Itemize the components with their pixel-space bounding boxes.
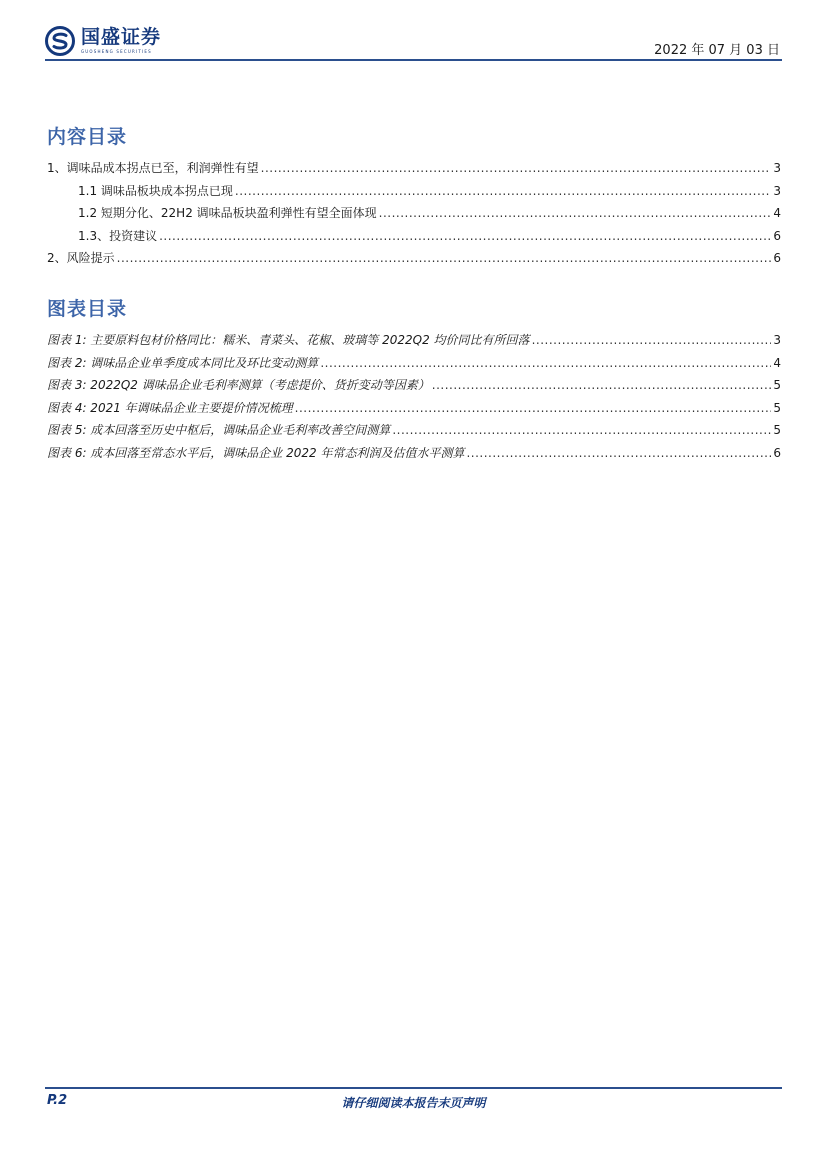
toc-leader [235,180,771,203]
figure-entry[interactable] [47,397,781,420]
figure-entry-page: 3 [773,333,781,347]
figure-entry-text: 图表 4: 2021 年调味品企业主要提价情况梳理 [47,400,293,415]
toc-entry-page: 3 [773,161,781,175]
contents-title: 内容目录 [47,126,128,148]
toc-leader [117,247,772,270]
footer-divider [45,1087,782,1089]
toc-leader [320,352,771,375]
toc-leader [466,442,771,465]
logo-text: 国盛证券 [81,26,162,48]
company-logo [45,26,161,56]
figure-entry-text: 图表 6: 成本回落至常态水平后，调味品企业 2022 年常态利润及估值水平测算 [47,445,465,460]
toc-entry-page: 6 [773,251,781,265]
toc-entry-text: 1.1 调味品板块成本拐点已现 [78,183,233,198]
figure-entry[interactable] [47,352,781,375]
toc-entry-page: 6 [773,228,781,243]
page-header [45,24,782,64]
toc-entry[interactable] [47,202,781,225]
toc-leader [261,157,772,180]
toc-entry[interactable] [47,157,781,180]
toc-entry[interactable] [47,180,781,203]
figure-entry-page: 5 [773,423,781,437]
figure-entry-page: 5 [773,400,781,415]
toc-leader [295,397,772,420]
disclaimer-note: 请仔细阅读本报告末页声明 [341,1096,486,1110]
logo-mark-icon [45,26,75,56]
toc-entry[interactable] [47,225,781,248]
figure-entry[interactable] [47,374,781,397]
toc-entry-text: 1.3、投资建议 [78,228,158,243]
figure-entry[interactable] [47,442,781,465]
toc-entry[interactable] [47,247,781,270]
figure-entry-page: 6 [773,445,781,460]
contents-list [47,157,781,270]
toc-entry-page: 4 [773,206,781,220]
toc-entry-text: 1.2 短期分化、22H2 调味品板块盈利弹性有望全面体现 [78,206,377,220]
logo-subtext: GUOSHENG SECURITIES [81,49,152,54]
figures-title: 图表目录 [47,298,128,320]
toc-entry-text: 1、调味品成本拐点已至，利润弹性有望 [47,161,259,175]
toc-leader [432,374,772,397]
figure-entry-text: 图表 3: 2022Q2 调味品企业毛利率测算（考虑提价、货折变动等因素） [47,378,430,392]
figure-entry-page: 4 [773,355,781,370]
figure-entry[interactable] [47,329,781,352]
toc-leader [392,419,771,442]
toc-entry-text: 2、风险提示 [47,251,115,265]
figure-entry[interactable] [47,419,781,442]
figures-list [47,329,781,464]
header-divider [45,59,782,61]
figure-entry-text: 图表 5: 成本回落至历史中枢后，调味品企业毛利率改善空间测算 [47,423,391,437]
toc-leader [532,329,772,352]
figure-entry-page: 5 [773,378,781,392]
figure-entry-text: 图表 2: 调味品企业单季度成本同比及环比变动测算 [47,355,319,370]
toc-leader [379,202,772,225]
toc-entry-page: 3 [773,183,781,198]
figure-entry-text: 图表 1: 主要原料包材价格同比：糯米、青菜头、花椒、玻璃等 2022Q2 均价同比有所回落 [47,333,530,347]
report-date: 2022 年 07 月 03 日 [654,43,780,58]
page-number: P.2 [47,1093,68,1108]
toc-leader [159,225,771,248]
